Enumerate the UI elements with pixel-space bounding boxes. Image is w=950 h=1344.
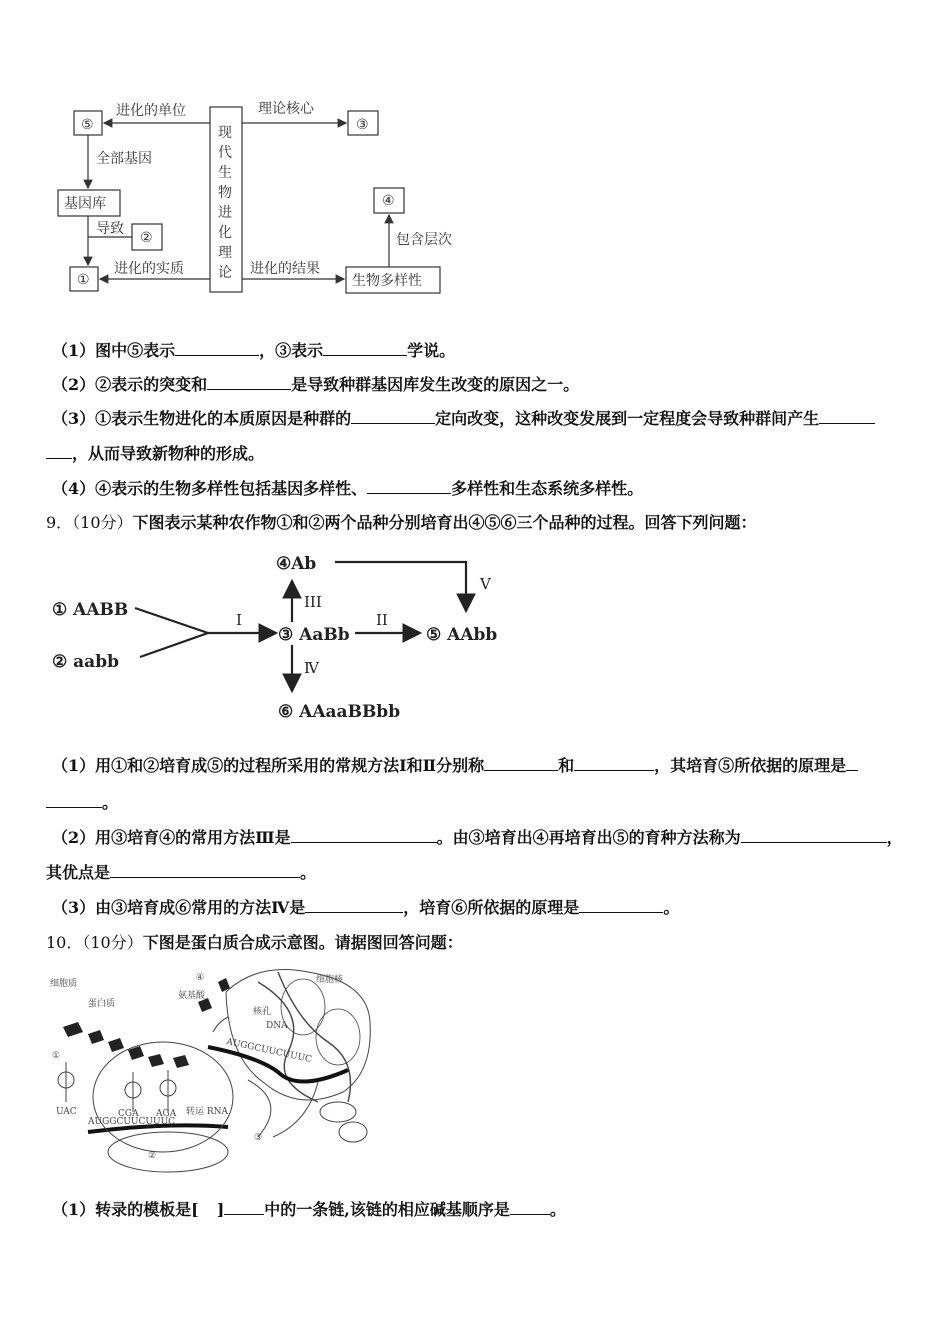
q10-number: 10．（10分） bbox=[46, 933, 143, 952]
label-c2: ② bbox=[148, 1151, 157, 1161]
label-amino-acid: 氨基酸 bbox=[178, 991, 206, 1001]
box-5-label: ⑤ bbox=[81, 117, 94, 133]
q8-p4-a: （4）④表示的生物多样性包括基因多样性、 bbox=[52, 479, 368, 498]
q9-blank-7[interactable] bbox=[305, 898, 403, 913]
q8-blank-1[interactable] bbox=[175, 341, 259, 356]
q9-blank-1[interactable] bbox=[484, 756, 558, 771]
label-c4: ④ bbox=[196, 973, 205, 983]
label-anticodon3: AGA bbox=[156, 1109, 177, 1119]
levels-label: 包含层次 bbox=[396, 232, 452, 248]
q10-part1 bbox=[52, 1197, 566, 1220]
q8-blank-6[interactable] bbox=[367, 479, 451, 494]
q10-p1-c: 中的一条链,该链的相应碱基顺序是 bbox=[264, 1200, 510, 1219]
biodiversity-label: 生物多样性 bbox=[352, 273, 422, 289]
q9-stem-text: 下图表示某种农作物①和②两个品种分别培育出④⑤⑥三个品种的过程。回答下列问题： bbox=[132, 513, 757, 532]
q10-stem bbox=[46, 930, 463, 953]
q8-blank-2[interactable] bbox=[323, 341, 407, 356]
q10-p1-a: （1）转录的模板是[ bbox=[52, 1200, 199, 1219]
q9-p1-c: ，其培育⑤所依据的原理是 bbox=[654, 756, 847, 775]
q9-p3-b: ，培育⑥所依据的原理是 bbox=[403, 898, 580, 917]
q9-blank-3[interactable] bbox=[846, 756, 858, 771]
label-anticodon1: UAC bbox=[56, 1107, 77, 1117]
label-dna: DNA bbox=[266, 1021, 288, 1031]
q9-p1-d: 。 bbox=[102, 793, 119, 812]
q9-part1 bbox=[52, 753, 858, 776]
q9-p2-e: 。 bbox=[300, 863, 317, 882]
breeding-diagram bbox=[50, 545, 520, 730]
label-cytoplasm: 细胞质 bbox=[50, 979, 78, 989]
q8-part3 bbox=[52, 406, 875, 429]
q9-p2-b: 。由③培育出④再培育出⑤的育种方法称为 bbox=[436, 828, 741, 847]
node-1: ① AABB bbox=[52, 600, 129, 620]
q8-blank-5[interactable] bbox=[819, 409, 875, 424]
q9-p2-a: （2）用③培育④的常用方法Ⅲ是 bbox=[52, 828, 291, 847]
node-4: ④Ab bbox=[276, 554, 317, 574]
label-anticodon2: CGA bbox=[118, 1109, 139, 1119]
center-char-1: 代 bbox=[218, 145, 232, 161]
center-char-5: 化 bbox=[218, 225, 232, 241]
q10-stem-text: 下图是蛋白质合成示意图。请据图回答问题： bbox=[142, 933, 463, 952]
essence-label: 进化的实质 bbox=[114, 261, 184, 277]
label-nucleus: 细胞核 bbox=[316, 975, 344, 985]
q9-p1-a: （1）用①和②培育成⑤的过程所采用的常规方法Ⅰ和Ⅱ分别称 bbox=[52, 756, 485, 775]
protein-synthesis-diagram bbox=[48, 962, 378, 1177]
q8-p2-b: 是导致种群基因库发生改变的原因之一。 bbox=[291, 375, 580, 394]
node-2: ② aabb bbox=[52, 652, 119, 672]
center-char-4: 进 bbox=[218, 205, 232, 221]
q8-p1-a: （1）图中⑤表示 bbox=[52, 341, 176, 360]
q9-part2-cont bbox=[46, 860, 316, 883]
q8-p3-a: （3）①表示生物进化的本质原因是种群的 bbox=[52, 409, 352, 428]
q9-p2-d: 其优点是 bbox=[46, 863, 111, 882]
center-char-0: 现 bbox=[218, 125, 232, 141]
method-IV: Ⅳ bbox=[304, 659, 319, 677]
unit-label: 进化的单位 bbox=[116, 103, 186, 119]
evolution-theory-diagram bbox=[50, 95, 470, 305]
method-V: V bbox=[480, 575, 491, 593]
q8-part1 bbox=[52, 338, 455, 361]
node-6: ⑥ AAaaBBbb bbox=[278, 702, 401, 722]
q9-part2 bbox=[52, 825, 903, 848]
q8-p3-c: ，从而导致新物种的形成。 bbox=[72, 444, 265, 463]
center-char-7: 论 bbox=[218, 265, 232, 281]
label-pore: 核孔 bbox=[253, 1007, 272, 1017]
gene-pool-label: 基因库 bbox=[64, 196, 106, 212]
q9-p3-a: （3）由③培育成⑥常用的方法Ⅳ是 bbox=[52, 898, 306, 917]
q8-part4 bbox=[52, 476, 643, 499]
box-4-label: ④ bbox=[382, 193, 395, 209]
all-genes-label: 全部基因 bbox=[96, 151, 152, 167]
core-label: 理论核心 bbox=[258, 101, 314, 117]
q10-blank-1[interactable] bbox=[224, 1200, 264, 1215]
method-II: II bbox=[376, 611, 388, 629]
q8-part3-cont bbox=[46, 441, 264, 464]
box-2-label: ② bbox=[140, 230, 153, 246]
node-3: ③ AaBb bbox=[278, 625, 350, 645]
q8-blank-5b[interactable] bbox=[46, 444, 72, 459]
label-trna: 转运 RNA bbox=[186, 1107, 229, 1117]
center-char-3: 物 bbox=[218, 185, 232, 201]
center-char-6: 理 bbox=[218, 245, 232, 261]
q9-blank-3b[interactable] bbox=[46, 793, 102, 808]
node-5: ⑤ AAbb bbox=[426, 625, 498, 645]
q9-p3-c: 。 bbox=[663, 898, 680, 917]
q10-blank-2[interactable] bbox=[510, 1200, 550, 1215]
method-III: III bbox=[304, 593, 322, 611]
label-mrna-seq: AUGGCUUCUUUC bbox=[225, 1037, 313, 1066]
q9-stem bbox=[46, 510, 757, 533]
q9-part3 bbox=[52, 895, 679, 918]
q9-blank-2[interactable] bbox=[574, 756, 654, 771]
leads-to-label: 导致 bbox=[96, 221, 124, 237]
box-1-label: ① bbox=[77, 272, 90, 288]
q8-p2-a: （2）②表示的突变和 bbox=[52, 375, 208, 394]
q8-p1-c: 学说。 bbox=[407, 341, 456, 360]
ribosome-large bbox=[93, 1042, 233, 1152]
q9-part1-cont bbox=[46, 790, 118, 813]
q8-p1-b: ，③表示 bbox=[259, 341, 324, 360]
q8-p4-b: 多样性和生态系统多样性。 bbox=[451, 479, 644, 498]
label-c3: ③ bbox=[254, 1133, 263, 1143]
q9-blank-6[interactable] bbox=[110, 863, 300, 878]
q10-p1-b: ] bbox=[216, 1200, 225, 1219]
q9-blank-8[interactable] bbox=[579, 898, 663, 913]
q8-p3-b: 定向改变，这种改变发展到一定程度会导致种群间产生 bbox=[435, 409, 820, 428]
center-char-2: 生 bbox=[218, 165, 232, 181]
label-mrna-seq2: AUGGCUUCUUUC bbox=[88, 1117, 176, 1127]
box-3-label: ③ bbox=[356, 117, 369, 133]
q9-p2-c: ， bbox=[886, 828, 903, 847]
q8-blank-4[interactable] bbox=[351, 409, 435, 424]
q9-blank-4[interactable] bbox=[291, 828, 437, 843]
dna-helix bbox=[258, 982, 318, 1102]
q9-p1-b: 和 bbox=[558, 756, 575, 775]
q9-blank-5[interactable] bbox=[741, 828, 887, 843]
q8-blank-3[interactable] bbox=[207, 375, 291, 390]
q8-part2 bbox=[52, 372, 579, 395]
q10-p1-d: 。 bbox=[549, 1200, 566, 1219]
label-protein: 蛋白质 bbox=[88, 999, 116, 1009]
q9-number: 9．（10分） bbox=[46, 513, 133, 532]
method-I: I bbox=[236, 611, 242, 629]
label-c1: ① bbox=[52, 1051, 61, 1061]
result-label: 进化的结果 bbox=[250, 261, 320, 277]
